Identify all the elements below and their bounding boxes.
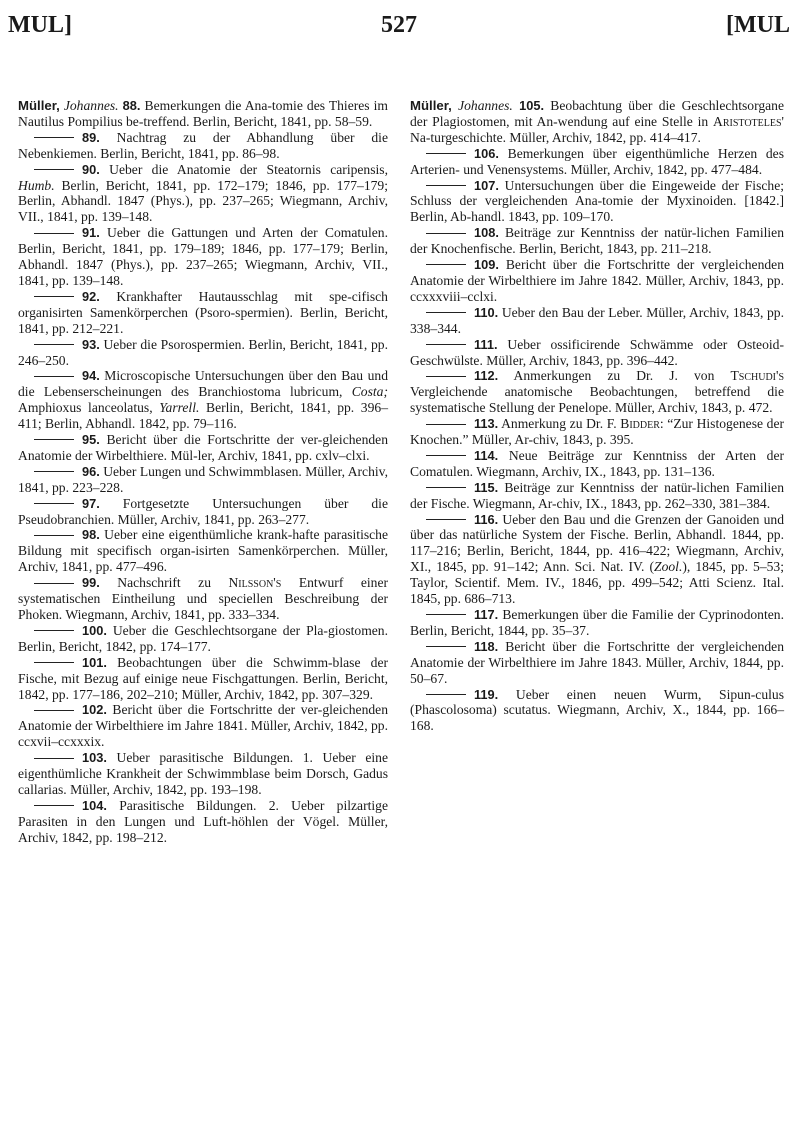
entry-number: 97. [82, 495, 100, 511]
entry-number: 92. [82, 288, 100, 304]
ditto-dash [34, 376, 74, 377]
entry-102 [18, 702, 388, 750]
ditto-dash [34, 535, 74, 536]
ditto-dash [34, 805, 74, 806]
entry-number: 104. [82, 797, 107, 813]
ditto-dash [34, 344, 74, 345]
entry-number: 98. [82, 527, 100, 543]
ditto-dash [34, 169, 74, 170]
entry-118 [410, 639, 784, 687]
entry-number: 108. [474, 225, 499, 241]
ditto-dash [34, 439, 74, 440]
ditto-dash [34, 503, 74, 504]
entry-92 [18, 289, 388, 337]
entry-text: Ueber den Bau der Leber. Müller, Archiv, 1843, pp. 338–344. [410, 304, 784, 336]
entry-smallcaps: Nilsson's [228, 575, 282, 591]
entry-text: Ueber eine eigenthümliche krank-hafte parasitische Bildung mit specifisch organ-isirten Samenkörperchen. Müller, Archiv, 1841, pp. 477–496. [18, 527, 388, 575]
right-column [410, 98, 784, 734]
ditto-dash [426, 376, 466, 377]
entry-text: Bemerkungen die Ana-tomie des Thieres im Nautilus Pompilius be-treffend. Berlin, Bericht, 1841, pp. 58–59. [18, 98, 388, 129]
entry-number: 99. [82, 575, 100, 591]
entry-text-cont: Na-turgeschichte. Müller, Archiv, 1842, pp. 414–417. [410, 129, 701, 145]
entry-text: Microscopische Untersuchungen über den Bau und die Lebenserscheinungen des Branchiostoma lubricum, [18, 368, 388, 400]
entry-number: 103. [82, 750, 107, 766]
entry-text: Bericht über die Fortschritte der vergleichenden Anatomie der Wirbelthiere im Jahre 1842. Müller, Archiv, 1843, pp. ccxxxviii–cclxi. [410, 257, 784, 304]
entry-text-cont: Entwurf einer systematischen Eintheilung und speciellen Beschreibung der Phoken. Wiegmann, Archiv, 1841, pp. 333–334. [18, 575, 388, 622]
entry-88 [18, 98, 388, 130]
entry-text: Ueber die Geschlechtsorgane der Pla-giostomen. Berlin, Bericht, 1842, pp. 174–177. [18, 622, 388, 654]
entry-number: 106. [474, 145, 499, 161]
author-given-name: Johannes. [63, 98, 119, 113]
entry-text: Anmerkungen zu Dr. J. von [513, 368, 715, 384]
entry-89 [18, 130, 388, 162]
entry-text-cont: Vergleichende anatomische Beobachtungen, betreffend die systematische Stellung der Penelope. Müller, Archiv, 1843, p. 472. [410, 384, 784, 416]
entry-111 [410, 337, 784, 369]
entry-text: Ueber die Psorospermien. Berlin, Bericht, 1841, pp. 246–250. [18, 336, 388, 368]
ditto-dash [34, 662, 74, 663]
entry-smallcaps: Aristoteles' [713, 113, 784, 129]
entry-text: Ueber den Bau und die Grenzen der Ganoiden und über das natürliche System der Fische. Berlin, Abhandl. 1844, pp. 117–216; Berlin, Bericht, 1844, pp. 416–422; Wiegmann, Archiv, XI., 1845, pp. 91–142; Ann. Sci. Nat. IV. ( [410, 511, 784, 575]
entry-99 [18, 575, 388, 623]
entry-text: Bericht über die Fortschritte der ver-gleichenden Anatomie der Wirbelthiere. Mül-ler, Archiv, 1841, pp. cxlv–clxi. [18, 432, 388, 463]
ditto-dash [34, 710, 74, 711]
running-header [8, 12, 790, 52]
entry-110 [410, 305, 784, 337]
entry-number: 110. [474, 304, 499, 320]
ditto-dash [426, 455, 466, 456]
entry-italic: Humb. [18, 177, 55, 193]
entry-number: 101. [82, 654, 107, 670]
ditto-dash [426, 487, 466, 488]
ditto-dash [426, 233, 466, 234]
entry-number: 111. [474, 336, 498, 352]
entry-italic-2: Yarrell. [159, 400, 200, 416]
entry-text: Beobachtungen über die Schwimm-blase der Fische, mit Bezug auf einige neue Fischgattungen. Berlin, Bericht, 1842, pp. 177–186, 202–210; Müller, Archiv, 1842, pp. 307–329. [18, 654, 389, 702]
entry-text: Bemerkungen über eigenthümliche Herzen des Arterien- und Venensystems. Müller, Archiv, 1842, pp. 477–484. [410, 145, 784, 177]
entry-104 [18, 798, 388, 846]
entry-number: 90. [82, 161, 100, 177]
entry-text-cont: Berlin, Bericht, 1841, pp. 172–179; 1846, pp. 177–179; Berlin, Abhandl. 1847 (Phys.), pp. 237–265; Wiegmann, Archiv, VII., 1841, pp. 139–148. [18, 177, 388, 225]
entry-text-cont: ), 1845, pp. 5–53; Taylor, Scientif. Mem. IV., 1846, pp. 499–542; Atti Scienz. Ital. 1845, pp. 686–713. [410, 559, 784, 607]
entry-text: Ueber einen neuen Wurm, Sipun-culus (Phascolosoma) scutatus. Wiegmann, Archiv, X., 1844, pp. 166–168. [410, 686, 784, 734]
ditto-dash [426, 312, 466, 313]
entry-number: 91. [82, 225, 100, 241]
entry-number: 88. [122, 98, 141, 113]
entry-text: Nachtrag zu der Abhandlung über die Nebenkiemen. Berlin, Bericht, 1841, pp. 86–98. [18, 129, 388, 161]
left-column [18, 98, 388, 846]
entry-smallcaps: Tschudi's [730, 368, 785, 384]
entry-number: 112. [474, 368, 499, 384]
entry-text: Ueber ossificirende Schwämme oder Osteoid-Geschwülste. Müller, Archiv, 1843, pp. 396–442. [410, 336, 784, 368]
entry-text: Ueber Lungen und Schwimmblasen. Müller, Archiv, 1841, pp. 223–228. [18, 463, 388, 495]
entry-text: Beiträge zur Kenntniss der natür-lichen Familien der Fische. Wiegmann, Ar-chiv, IX., 1843, pp. 262–330, 381–384. [410, 479, 784, 511]
entry-text: Nachschrift zu [117, 575, 211, 591]
entry-90 [18, 162, 388, 226]
entry-101 [18, 655, 388, 703]
entry-95 [18, 432, 388, 464]
entry-number: 119. [474, 686, 499, 702]
entry-98 [18, 527, 388, 575]
header-right: [MUL [726, 12, 790, 38]
entry-text: Anmerkung zu Dr. F. [501, 416, 617, 432]
ditto-dash [426, 614, 466, 615]
entry-text-cont: Amphioxus lanceolatus, [18, 400, 153, 416]
entry-text: Untersuchungen über die Eingeweide der Fische; Schluss der vergleichenden Ana-tomie der Myxinoiden. [1842.] Berlin, Ab-handl. 1843, pp. 109–170. [410, 177, 784, 225]
entry-number: 102. [82, 702, 107, 718]
ditto-dash [426, 185, 466, 186]
ditto-dash [34, 758, 74, 759]
entry-94 [18, 368, 388, 432]
entry-number: 96. [82, 463, 100, 479]
entry-116 [410, 512, 784, 607]
header-left: MUL] [8, 12, 72, 38]
ditto-dash [426, 519, 466, 520]
entry-113 [410, 416, 784, 448]
entry-text: Ueber parasitische Bildungen. 1. Ueber eine eigenthümliche Krankheit der Schwimmblase beim Dorsch, Gadus callarias. Müller, Archiv, 1842, pp. 193–198. [18, 750, 388, 797]
entry-109 [410, 257, 784, 305]
entry-text: Bericht über die Fortschritte der ver-gleichenden Anatomie der Wirbelthiere im Jahre 1841. Müller, Archiv, 1842, pp. ccxvii–ccxxxix. [18, 702, 389, 750]
ditto-dash [426, 646, 466, 647]
ditto-dash [426, 694, 466, 695]
entry-105 [410, 98, 784, 146]
entry-106 [410, 146, 784, 178]
ditto-dash [426, 424, 466, 425]
entry-text: Beiträge zur Kenntniss der natür-lichen Familien der Knochenfische. Berlin, Bericht, 1843, pp. 211–218. [410, 225, 785, 257]
ditto-dash [34, 583, 74, 584]
entry-97 [18, 496, 388, 528]
entry-91 [18, 225, 388, 289]
entry-93 [18, 337, 388, 369]
author-name: Müller, [410, 98, 452, 113]
author-name: Müller, [18, 98, 60, 113]
ditto-dash [426, 344, 466, 345]
entry-text: Bemerkungen über die Familie der Cyprinodonten. Berlin, Bericht, 1844, pp. 35–37. [410, 607, 784, 638]
entry-number: 95. [82, 432, 100, 448]
entry-number: 113. [474, 416, 499, 432]
entry-italic: Zool. [654, 559, 683, 575]
entry-text-end: Berlin, Bericht, 1841, pp. 396–411; Berlin, Abhandl. 1842, pp. 79–116. [18, 400, 388, 432]
author-given-name: Johannes. [458, 98, 513, 113]
ditto-dash [34, 296, 74, 297]
entry-96 [18, 464, 388, 496]
entry-100 [18, 623, 388, 655]
entry-number: 107. [474, 177, 499, 193]
entry-number: 94. [82, 368, 100, 384]
ditto-dash [426, 264, 466, 265]
ditto-dash [34, 233, 74, 234]
entry-number: 117. [474, 607, 499, 622]
entry-107 [410, 178, 784, 226]
entry-text: Bericht über die Fortschritte der vergleichenden Anatomie der Wirbelthiere im Jahre 1843. Müller, Archiv, 1844, pp. 50–67. [410, 638, 785, 686]
entry-number: 115. [474, 479, 499, 495]
entry-text: Neue Beiträge zur Kenntniss der Arten der Comatulen. Wiegmann, Archiv, IX., 1843, pp. 131–136. [410, 447, 785, 479]
entry-text: Ueber die Gattungen und Arten der Comatulen. Berlin, Bericht, 1841, pp. 179–189; 1846, pp. 177–179; Berlin, Abhandl. 1847 (Phys.), pp. 237–265; Wiegmann, Archiv, VII., 1841, pp. 139–148. [18, 225, 388, 288]
entry-103 [18, 750, 388, 798]
ditto-dash [34, 630, 74, 631]
entry-115 [410, 480, 784, 512]
page-number: 527 [381, 12, 417, 38]
entry-smallcaps: Bidder [620, 416, 660, 432]
entry-text: Parasitische Bildungen. 2. Ueber pilzartige Parasiten in den Lungen und Luft-höhlen der Vögel. Müller, Archiv, 1842, pp. 198–212. [18, 797, 388, 845]
entry-114 [410, 448, 784, 480]
ditto-dash [426, 153, 466, 154]
entry-text: Fortgesetzte Untersuchungen über die Pseudobranchien. Müller, Archiv, 1841, pp. 263–277. [18, 495, 388, 527]
entry-number: 116. [474, 511, 499, 527]
entry-108 [410, 225, 784, 257]
entry-number: 93. [82, 336, 100, 352]
entry-112 [410, 368, 784, 416]
entry-117 [410, 607, 784, 639]
entry-number: 109. [474, 257, 499, 273]
entry-italic: Costa; [351, 384, 388, 400]
entry-number: 100. [82, 622, 107, 638]
entry-119 [410, 687, 784, 735]
entry-number: 105. [519, 98, 545, 113]
entry-number: 114. [474, 447, 499, 463]
entry-number: 89. [82, 129, 100, 145]
entry-text: Krankhafter Hautausschlag mit spe-cifisch organisirten Samenkörperchen (Psoro-spermien). Berlin, Bericht, 1841, pp. 212–221. [18, 288, 388, 336]
entry-text-cont: : “Zur Histogenese der Knochen.” Müller, Ar-chiv, 1843, p. 395. [410, 416, 784, 448]
entry-text: Ueber die Anatomie der Steatornis caripensis, [109, 161, 388, 177]
entry-text: Beobachtung über die Geschlechtsorgane der Plagiostomen, mit An-wendung auf eine Stelle in [410, 98, 785, 129]
entry-number: 118. [474, 638, 499, 654]
ditto-dash [34, 471, 74, 472]
ditto-dash [34, 137, 74, 138]
